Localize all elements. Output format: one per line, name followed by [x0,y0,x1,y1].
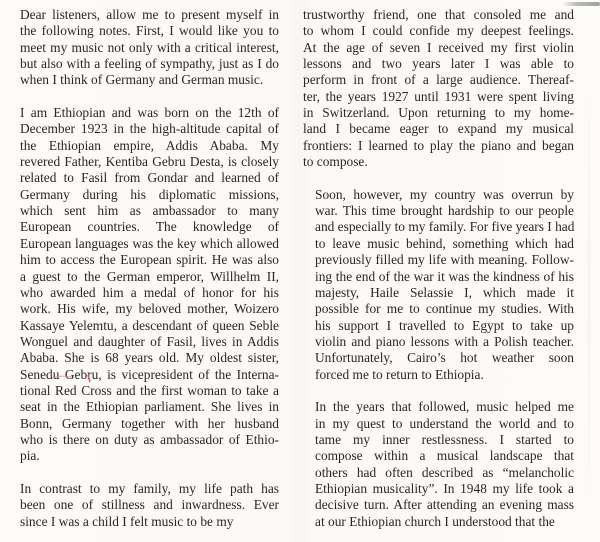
paragraph [8,105,279,465]
text-line: tame my inner restlessness. I started to [315,431,574,447]
paragraph [8,7,279,89]
text-line: frontiers: I learned to play the piano and began [303,137,574,153]
text-line: who is there on duty as ambassador of Ethio- [20,431,279,447]
text-line: to whom I could confide my deepest feelings. [303,23,574,39]
text-line: Ethiopian musicality”. In 1948 my life took a [315,480,574,496]
text-line: others had often described as “melancholic [315,464,574,480]
text-line: who awarded him a medal of honor for his [20,284,279,300]
text-line: his support I travelled to Egypt to take up [315,317,574,333]
text-line: when I think of Germany and German music. [20,72,264,88]
text-line: been one of stillness and inwardness. Ever [20,497,279,513]
text-line: Soon, however, my country was overrun by [315,186,574,202]
text-line: Wonguel and daughter of Fasil, lives in Addis [20,333,279,349]
text-line: to compose. [303,154,368,170]
text-line: possible for me to continue my studies. With [315,301,574,317]
text-line: Germany during his diplomatic missions, [20,186,279,202]
scan-smudge [562,2,600,6]
text-line: In contrast to my family, my life path has [20,480,279,496]
text-line: which sent him as ambassador to many [20,203,279,219]
text-line: perform in front of a large audience. Thereaf- [303,72,574,88]
right-column [303,7,574,530]
text-line: in my quest to understand the world and to [315,415,574,431]
paragraph [303,399,574,530]
paragraph [303,7,574,170]
text-line: Kassaye Yelemtu, a descendant of queen Seble [20,317,279,333]
text-line: ter, the years 1927 until 1931 were spent living [303,88,574,104]
text-line: Senedu Gebru, is vicepresident of the Interna- [20,366,279,382]
text-line: European countries. The knowledge of [20,219,279,235]
text-line: Bonn, Germany together with her husband [20,415,279,431]
text-line: forced me to return to Ethiopia. [315,366,484,382]
text-line: At the age of seven I received my first violin [303,39,574,55]
text-line: war. This time brought hardship to our people [315,203,574,219]
text-line: Unfortunately, Cairo’s hot weather soon [315,350,574,366]
text-line: to leave music behind, something which had [315,235,574,251]
text-line: trustworthy friend, one that consoled me and [303,7,574,22]
text-line: December 1923 in the high-altitude capital of [20,121,279,137]
page-edge-shadow [588,60,590,530]
text-line: pia. [20,448,40,464]
text-line: majesty, Haile Selassie I, which made it [315,284,574,300]
text-line: the following notes. First, I would like you to [20,23,279,39]
text-line: Dear listeners, allow me to present myself in [20,7,279,22]
text-line: meet my music not only with a critical interest, [20,39,279,55]
text-line: related to Fasil from Gondar and learned of [20,170,279,186]
text-line: but also with a feeling of sympathy, just as I do [20,56,279,72]
text-line: him to access the European spirit. He was also [20,252,279,268]
text-line: violin and piano lessons with a Polish teacher. [315,333,574,349]
text-line: a guest to the German emperor, Willhelm II, [20,268,279,284]
text-line: the Ethiopian empire, Addis Ababa. My [20,137,279,153]
text-line: land I became eager to expand my musical [303,121,574,137]
text-line: In the years that followed, music helped me [315,399,574,415]
paragraph [8,481,279,530]
text-line: seat in the Ethiopian parliament. She lives in [20,399,279,415]
text-line: decisive turn. After attending an evening mass [315,497,574,513]
text-line: previously filled my life with meaning. Follow- [315,252,574,268]
text-line: lessons and two years later I was able to [303,56,574,72]
text-line: compose within a musical landscape that [315,448,574,464]
text-line: tional Red Cross and the first woman to take a [20,382,279,398]
text-line: work. His wife, my beloved mother, Woizero [20,301,279,317]
text-line: revered Father, Kentiba Gebru Desta, is closely [20,154,279,170]
text-line: since I was a child I felt music to be my [20,513,234,529]
text-line: and especially to my family. For five years I had [315,219,575,235]
left-column [8,7,279,530]
text-line: I am Ethiopian and was born on the 12th of [20,105,279,121]
text-line: European languages was the key which allowed [20,235,279,251]
text-line: at our Ethiopian church I understood that the [315,513,555,529]
text-line: ing the end of the war it was the kindness of his [315,268,574,284]
paragraph [303,187,574,383]
text-line: Ababa. She is 68 years old. My oldest sister, [20,350,279,366]
text-line: in Switzerland. Upon returning to my home- [303,105,574,121]
